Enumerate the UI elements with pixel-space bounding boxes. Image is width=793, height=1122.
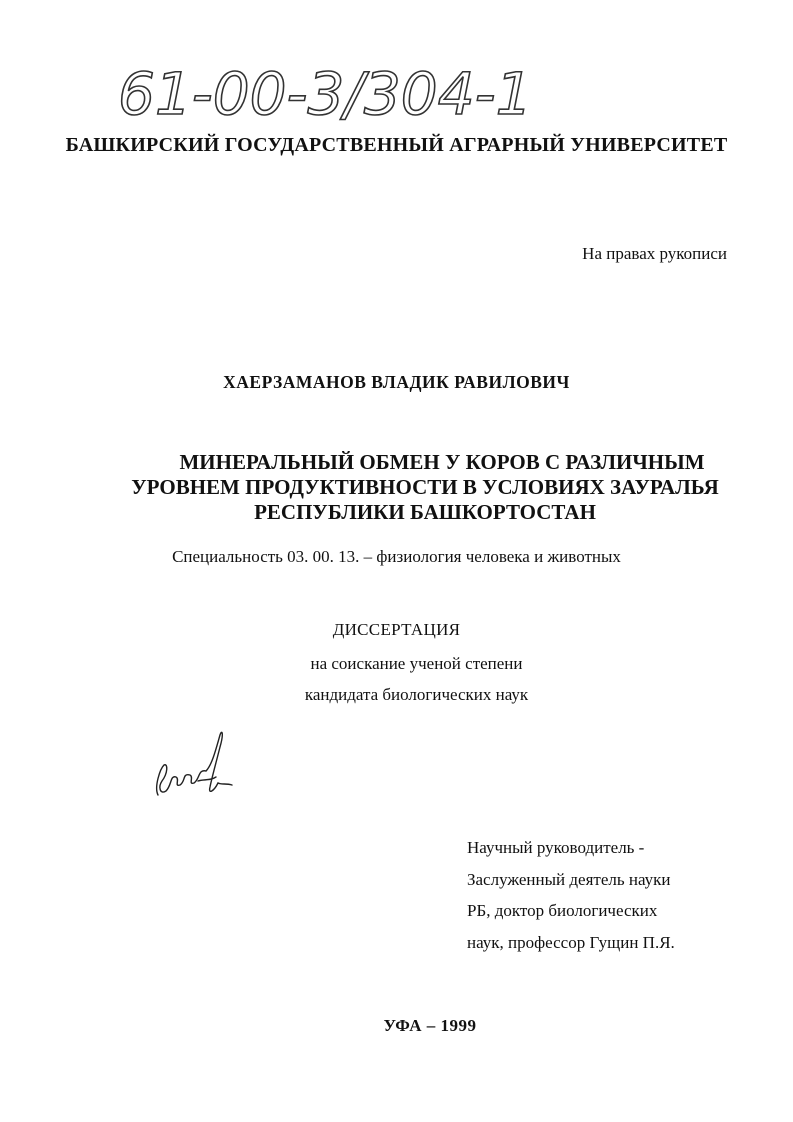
handwritten-catalog-number-text: 61-00-3/304-1 [118, 60, 533, 128]
supervisor-line-1: Научный руководитель - [467, 838, 645, 857]
title-line-2: УРОВНЕМ ПРОДУКТИВНОСТИ В УСЛОВИЯХ ЗАУРАЛЬЯ [131, 475, 719, 499]
degree-line-2: кандидата биологических наук [304, 685, 529, 704]
specialty-line: Специальность 03. 00. 13. – физиология человека и животных [172, 547, 621, 566]
dissertation-title [80, 450, 770, 525]
title-line-3: РЕСПУБЛИКИ БАШКОРТОСТАН [254, 500, 596, 524]
city-year: УФА – 1999 [383, 1016, 477, 1035]
handwritten-catalog-number [118, 52, 533, 142]
supervisor-line-2: Заслуженный деятель науки [467, 869, 671, 889]
degree-line-1: на соискание ученой степени [310, 654, 523, 673]
supervisor-block [467, 832, 675, 958]
supervisor-line-4: наук, профессор Гущин П.Я. [467, 932, 675, 952]
dissertation-heading: ДИССЕРТАЦИЯ [332, 620, 461, 639]
manuscript-rights-note: На правах рукописи [582, 244, 727, 263]
title-line-1: МИНЕРАЛЬНЫЙ ОБМЕН У КОРОВ С РАЗЛИЧНЫМ [179, 450, 705, 474]
university-name: БАШКИРСКИЙ ГОСУДАРСТВЕННЫЙ АГРАРНЫЙ УНИВЕРСИТЕТ [65, 134, 728, 156]
supervisor-line-3: РБ, доктор биологических [467, 901, 658, 920]
author-signature [150, 725, 240, 805]
author-name: ХАЕРЗАМАНОВ ВЛАДИК РАВИЛОВИЧ [223, 372, 570, 392]
